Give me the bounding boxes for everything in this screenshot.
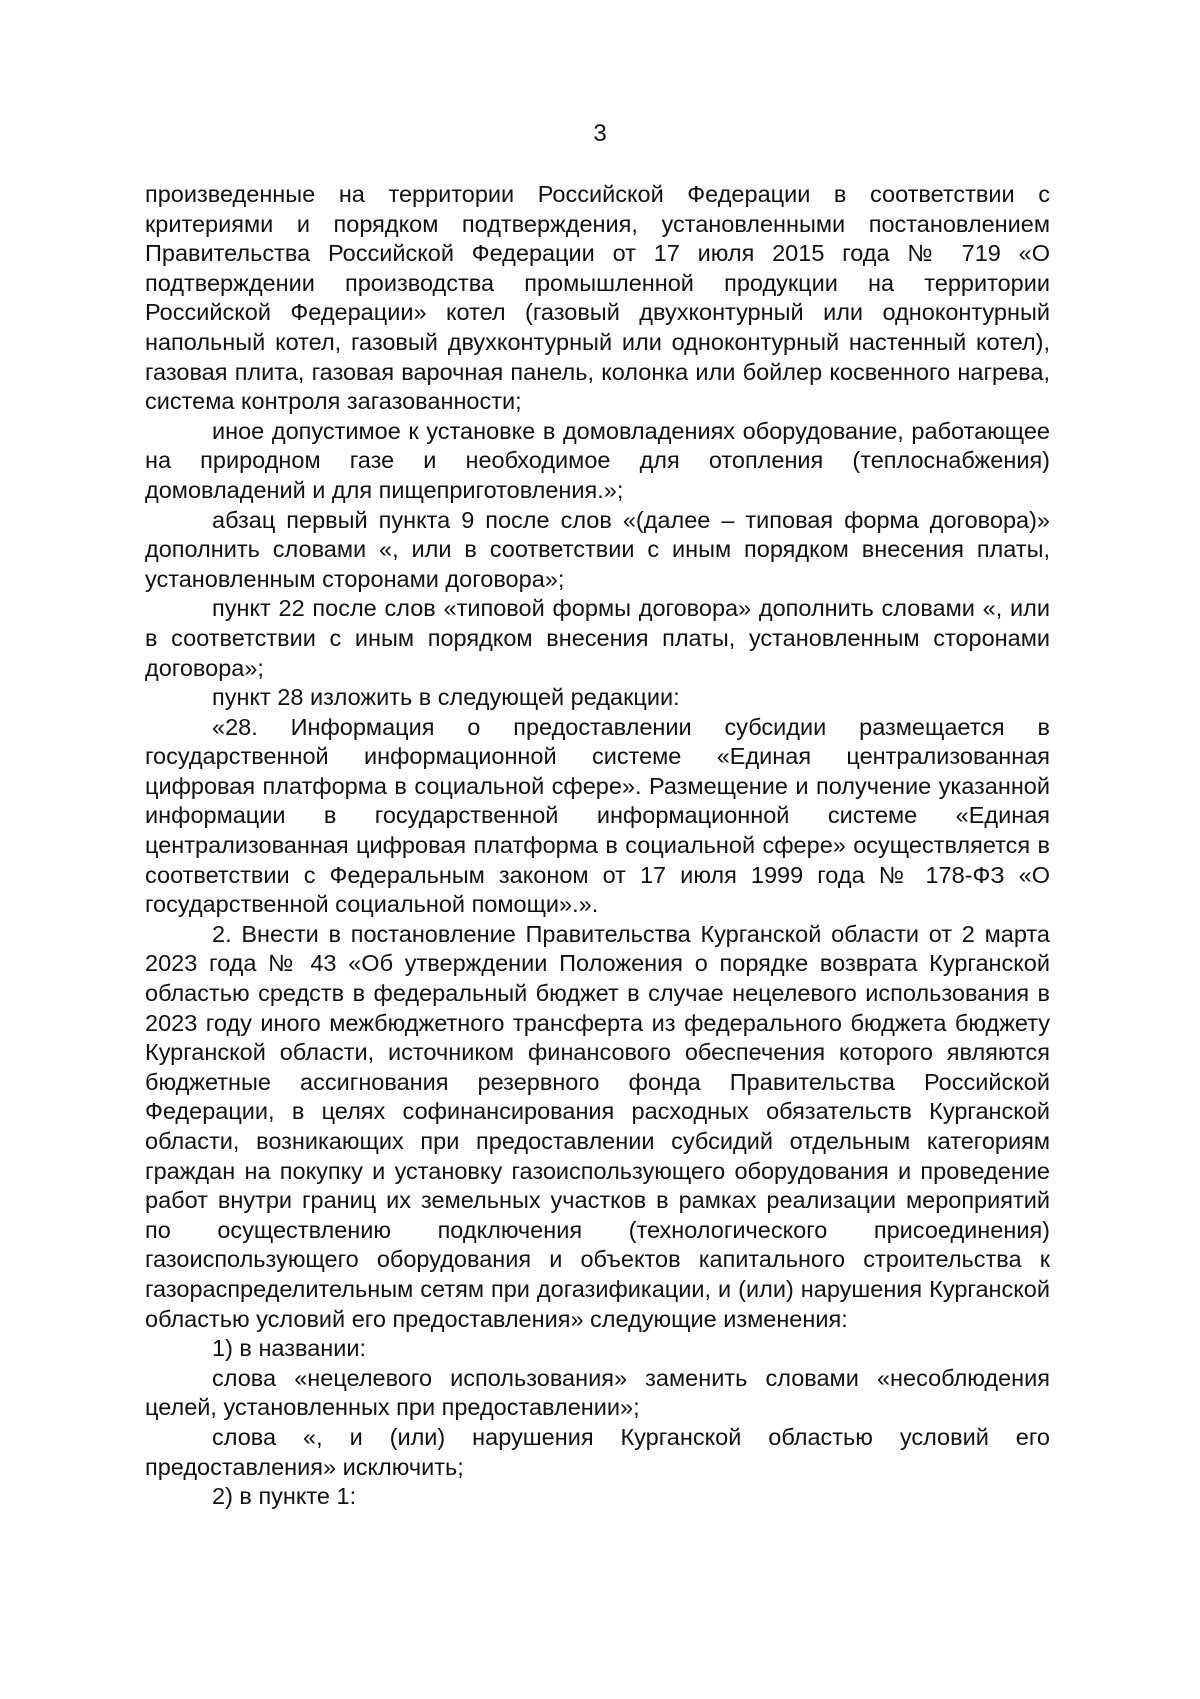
paragraph-item-2-title: 2) в пункте 1: xyxy=(212,1483,357,1510)
document-body xyxy=(145,180,1050,1512)
paragraph-item-1-remove: слова «, и (или) нарушения Курганской областью условий его предоставления» исключить; xyxy=(145,1423,1050,1480)
paragraph-point-22-amendment: пункт 22 после слов «типовой формы договора» дополнить словами «, или в соответствии с иным порядком внесения платы, установленным сторонами договора»; xyxy=(145,595,1050,681)
paragraph-equipment-list-end: произведенные на территории Российской Федерации в соответствии с критериями и порядком подтверждения, установленными постановлением Правительства Российской Федерации от 17 июля 2015 года № 719 «О подтверждении производства промышленной продукции на территории Российской Федерации» котел (газовый двухконтурный или одноконтурный напольный котел, газовый двухконтурный или одноконтурный настенный котел), газовая плита, газовая варочная панель, колонка или бойлер косвенного нагрева, система контроля загазованности; xyxy=(145,181,1050,415)
paragraph-point-28-text: «28. Информация о предоставлении субсидии размещается в государственной информационной системе «Единая централизованная цифровая платформа в социальной сфере». Размещение и получение указанной информации в государственной информационной системе «Единая централизованная цифровая платформа в социальной сфере» осуществляется в соответствии с Федеральным законом от 17 июля 1999 года № 178-ФЗ «О государственной социальной помощи».». xyxy=(145,713,1050,918)
paragraph-point-9-amendment: абзац первый пункта 9 после слов «(далее – типовая форма договора)» дополнить словами «, или в соответствии с иным порядком внесения платы, установленным сторонами договора»; xyxy=(145,506,1050,592)
page-number: 3 xyxy=(593,120,607,147)
paragraph-point-28-intro: пункт 28 изложить в следующей редакции: xyxy=(212,684,680,711)
paragraph-section-2: 2. Внести в постановление Правительства Курганской области от 2 марта 2023 года № 43 «Об утверждении Положения о порядке возврата Курганской областью средств в федеральный бюджет в случае нецелевого использования в 2023 году иного межбюджетного трансферта из федерального бюджета бюджету Курганской области, источником финансового обеспечения которого являются бюджетные ассигнования резервного фонда Правительства Российской Федерации, в целях софинансирования расходных обязательств Курганской области, возникающих при предоставлении субсидий отдельным категориям граждан на покупку и установку газоиспользующего оборудования и проведение работ внутри границ их земельных участков в рамках реализации мероприятий по осуществлению подключения (технологического присоединения) газоиспользующего оборудования и объектов капитального строительства к газораспределительным сетям при догазификации, и (или) нарушения Курганской областью условий его предоставления» следующие изменения: xyxy=(145,920,1050,1332)
paragraph-other-equipment: иное допустимое к установке в домовладениях оборудование, работающее на природном газе и необходимое для отопления (теплоснабжения) домовладений и для пищеприготовления.»; xyxy=(145,417,1050,503)
paragraph-item-1-title: 1) в названии: xyxy=(212,1335,367,1362)
paragraph-item-1-replace: слова «нецелевого использования» заменить словами «несоблюдения целей, установленных при предоставлении»; xyxy=(145,1364,1050,1421)
